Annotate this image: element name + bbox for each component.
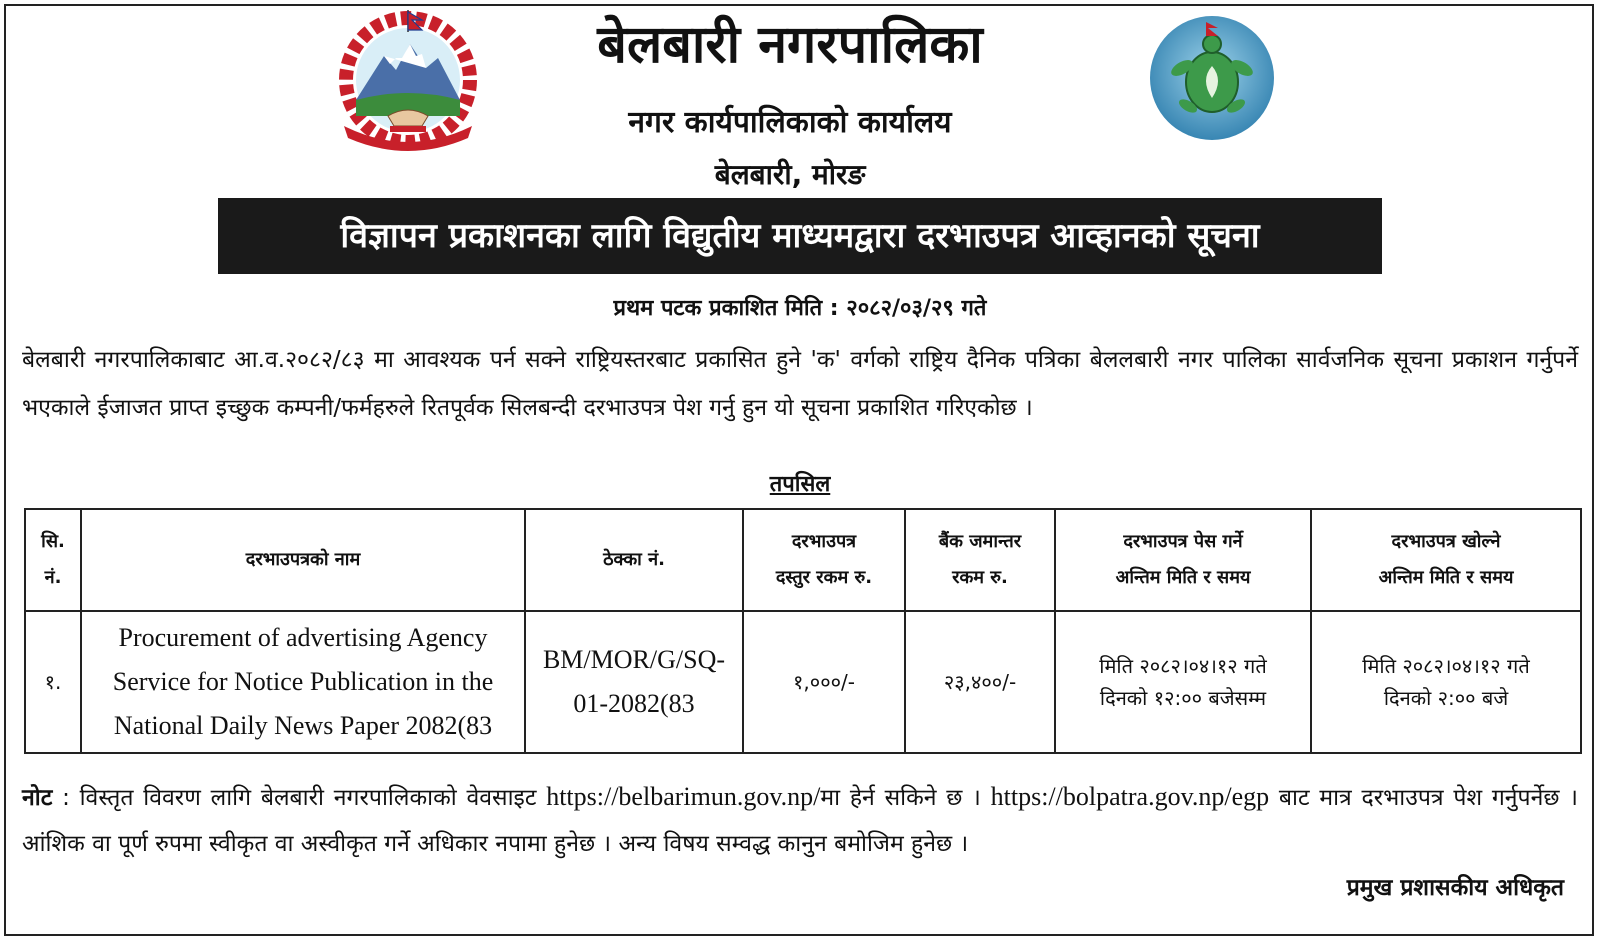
cell-bid-fee: १,०००/- — [743, 611, 905, 753]
intro-paragraph: बेलबारी नगरपालिकाबाट आ.व.२०८२/८३ मा आवश्यक पर्न सक्ने राष्ट्रियस्तरबाट प्रकासित हुने 'क' वर्गको राष्ट्रिय दैनिक पत्रिका बेललबारी नगर पालिका सार्वजनिक सूचना प्रकाशन गर्नुपर्ने भएकाले ईजाजत प्राप्त इच्छुक कम्पनी/फर्महरुले रितपूर्वक सिलबन्दी दरभाउपत्र पेश गर्नु हुन यो सूचना प्रकाशित गरिएकोछ । — [22, 347, 1578, 421]
office-name: नगर कार्यपालिकाको कार्यालय — [628, 105, 952, 140]
note-text-1: : विस्तृत विवरण लागि बेलबारी नगरपालिकाको वेवसाइट — [52, 785, 547, 811]
note-paragraph — [22, 774, 1578, 867]
municipality-name: बेलबारी नगरपालिका — [597, 15, 983, 75]
cell-submission-deadline: मिति २०८२।०४।१२ गते दिनको १२:०० बजेसम्म — [1055, 611, 1311, 753]
nepal-government-emblem-icon — [326, 8, 491, 153]
note-text-3: बाट मात्र दरभाउपत्र पेश गर्नुपर्नेछ । आंशिक वा पूर्ण रुपमा स्वीकृत वा अस्वीकृत गर्ने अधिकार नपामा हुनेछ । अन्य विषय सम्वद्ध कानुन बमोजिम हुनेछ । — [22, 785, 1578, 857]
note-label: नोट — [22, 785, 53, 811]
notice-title: विज्ञापन प्रकाशनका लागि विद्युतीय माध्यमद्वारा दरभाउपत्र आव्हानको सूचना — [218, 198, 1382, 274]
bid-details-table — [24, 508, 1582, 754]
header-submission-deadline: दरभाउपत्र पेस गर्ने अन्तिम मिति र समय — [1055, 509, 1311, 611]
cell-bid-name: Procurement of advertising Agency Service for Notice Publication in the National Daily News Paper 2082(83 — [81, 611, 525, 753]
table-row — [25, 611, 1581, 753]
header-bank-guarantee: बैंक जमान्तर रकम रु. — [905, 509, 1055, 611]
cell-bank-guarantee: २३,४००/- — [905, 611, 1055, 753]
note-text-2: मा हेर्न सकिने छ । — [820, 785, 991, 811]
cell-sn: १. — [25, 611, 81, 753]
header-sn: सि. नं. — [25, 509, 81, 611]
first-published-date: प्रथम पटक प्रकाशित मिति : २०८२/०३/२९ गते — [613, 296, 987, 321]
cell-contract-no: BM/MOR/G/SQ-01-2082(83 — [525, 611, 743, 753]
belbari-municipality-turtle-logo-icon — [1148, 14, 1276, 142]
header-contract-no: ठेक्का नं. — [525, 509, 743, 611]
egp-link[interactable]: https://bolpatra.gov.np/egp — [990, 782, 1270, 811]
details-heading: तपसिल — [769, 472, 831, 497]
table-header-row — [25, 509, 1581, 611]
header-opening-date: दरभाउपत्र खोल्ने अन्तिम मिति र समय — [1311, 509, 1581, 611]
signature-title: प्रमुख प्रशासकीय अधिकृत — [1346, 875, 1564, 901]
header-bid-fee: दरभाउपत्र दस्तुर रकम रु. — [743, 509, 905, 611]
header-bid-name: दरभाउपत्रको नाम — [81, 509, 525, 611]
office-location: बेलबारी, मोरङ — [714, 158, 866, 191]
website-link[interactable]: https://belbarimun.gov.np/ — [546, 782, 821, 811]
cell-opening-date: मिति २०८२।०४।१२ गते दिनको २:०० बजे — [1311, 611, 1581, 753]
